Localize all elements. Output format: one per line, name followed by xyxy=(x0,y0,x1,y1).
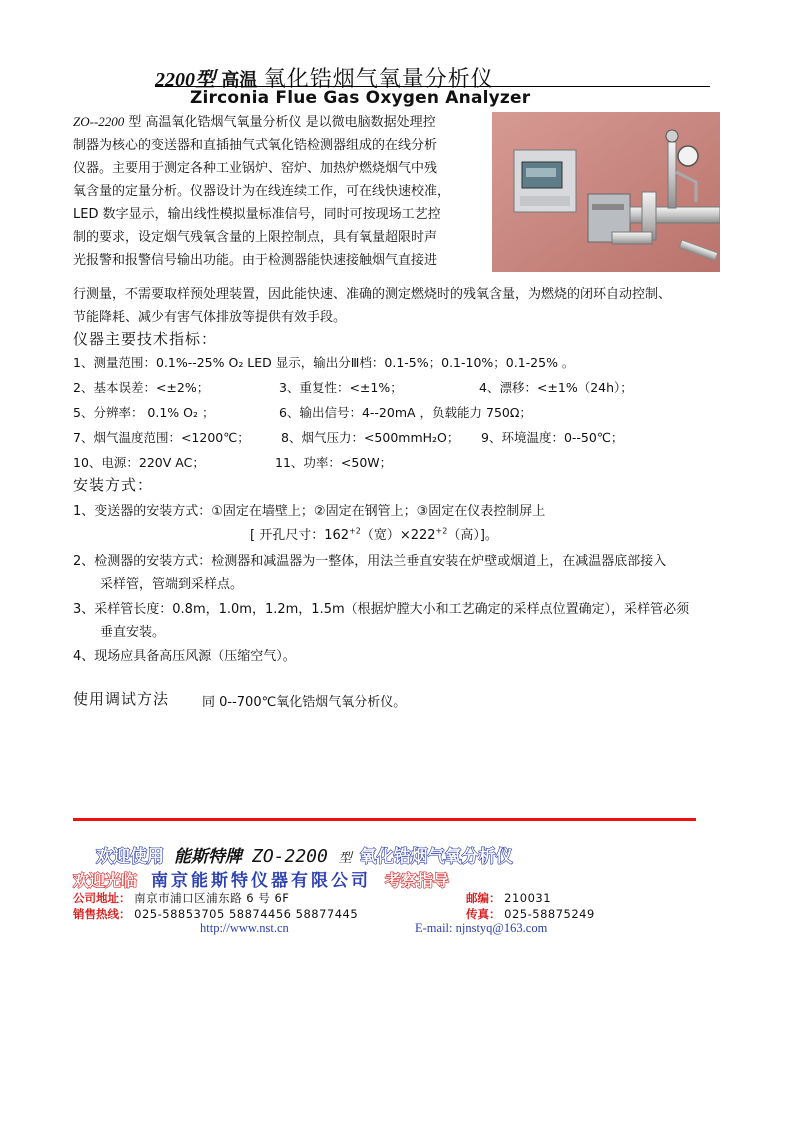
footer-product-name: 氧化锆烟气氧分析仪 xyxy=(359,847,513,867)
fax-row xyxy=(466,906,595,922)
intro-line: LED 数字显示，输出线性模拟量标准信号，同时可按现场工艺控 xyxy=(73,207,441,222)
intro-model: ZO--2200 xyxy=(73,114,125,129)
postcode-row xyxy=(466,890,551,906)
install-item-2-cont: 采样管，管端到采样点。 xyxy=(100,577,244,592)
spec-item: 11、功率：<50W； xyxy=(275,455,393,470)
install-item-3-cont: 垂直安装。 xyxy=(100,625,166,640)
spec-item: 4、漂移：<±1%（24h）； xyxy=(479,380,633,395)
specs-heading: 仪器主要技术指标： xyxy=(73,330,218,348)
spec-item: 6、输出信号：4--20mA ，负载能力 750Ω； xyxy=(279,405,532,420)
spec-item: 1、测量范围：0.1%--25% O₂ LED 显示，输出分Ⅲ档：0.1-5%；0.1-10%；0.1-25% 。 xyxy=(73,355,575,370)
intro-line: 制的要求，设定烟气残氧含量的上限控制点，具有氧量超限时声 xyxy=(73,230,438,245)
title-type-char: 型 xyxy=(195,69,215,91)
footer-divider xyxy=(73,818,696,821)
spec-row xyxy=(73,426,723,449)
intro-line: 氧含量的定量分析。仪器设计为在线连续工作，可在线快速校准， xyxy=(73,184,451,199)
spec-row xyxy=(73,376,723,399)
fax-label: 传真： xyxy=(466,907,501,921)
footer-company-line xyxy=(73,866,449,891)
hotline-value: 025-58853705 58874456 58877445 xyxy=(134,907,359,921)
english-subtitle: Zirconia Flue Gas Oxygen Analyzer xyxy=(190,88,531,108)
install-item-2: 2、检测器的安装方式：检测器和减温器为一整体，用法兰垂直安装在炉壁或烟道上，在减温器底部接入 xyxy=(73,554,667,569)
address-value: 南京市浦口区浦东路 6 号 6F xyxy=(134,891,290,905)
intro-line: 行测量，不需要取样预处理装置，因此能快速、准确的测定燃烧时的残氧含量，为燃烧的闭环自动控制、 xyxy=(73,287,672,302)
spec-item: 5、分辨率： 0.1% O₂ ； xyxy=(73,405,215,420)
spec-item: 7、烟气温度范围：<1200℃； xyxy=(73,430,250,445)
intro-paragraph-continued xyxy=(73,283,733,329)
address-row xyxy=(73,890,289,906)
install-item-3: 3、采样管长度：0.8m，1.0m，1.2m，1.5m（根据炉膛大小和工艺确定的采样点位置确定），采样管必须 xyxy=(73,602,690,617)
fax-value: 025-58875249 xyxy=(504,907,595,921)
title-main: 氧化锆烟气氧量分析仪 xyxy=(263,67,494,92)
intro-line-text: 型 高温氧化锆烟气氧量分析仪 是以微电脑数据处理控 xyxy=(124,115,436,130)
cutout-mid: （宽）×222 xyxy=(360,528,436,543)
postcode-label: 邮编： xyxy=(466,891,501,905)
spec-item: 10、电源：220V AC； xyxy=(73,455,205,470)
postcode-value: 210031 xyxy=(504,891,552,905)
title-underline xyxy=(155,86,710,87)
spec-row xyxy=(73,351,723,374)
intro-paragraph xyxy=(73,110,491,272)
spec-item: 3、重复性：<±1%； xyxy=(279,380,403,395)
brand-name: 能斯特牌 xyxy=(174,847,242,867)
address-label: 公司地址： xyxy=(73,891,131,905)
spec-item: 2、基本误差：<±2%； xyxy=(73,380,210,395)
footer-model-type: 型 xyxy=(338,851,352,866)
spec-item: 8、烟气压力：<500mmH₂O； xyxy=(281,430,460,445)
install-item-4: 4、现场应具备高压风源（压缩空气）。 xyxy=(73,649,296,664)
spec-row xyxy=(73,401,723,424)
hotline-label: 销售热线： xyxy=(73,907,131,921)
footer-model-number: ZO-2200 xyxy=(252,846,328,867)
company-name: 南京能斯特仪器有限公司 xyxy=(151,871,372,891)
product-photo xyxy=(492,112,720,272)
welcome-visit-text: 欢迎光临 xyxy=(73,871,138,890)
spec-row xyxy=(73,451,723,474)
intro-line: 节能降耗、减少有害气体排放等提供有效手段。 xyxy=(73,310,347,325)
hotline-row xyxy=(73,906,358,922)
website-link[interactable]: http://www.nst.cn xyxy=(200,921,289,935)
spec-item: 9、环境温度：0--50℃； xyxy=(481,430,624,445)
install-heading: 安装方式： xyxy=(73,476,154,494)
install-item-1-cutout xyxy=(250,524,498,543)
intro-line: 制器为核心的变送器和直插抽气式氧化锆检测器组成的在线分析 xyxy=(73,138,438,153)
cutout-suffix: （高）]。 xyxy=(447,528,498,543)
analyzer-illustration xyxy=(492,112,720,272)
install-item-1: 1、变送器的安装方式：①固定在墙壁上；②固定在钢管上；③固定在仪表控制屏上 xyxy=(73,504,546,519)
intro-line xyxy=(73,110,491,134)
intro-line: 光报警和报警信号输出功能。由于检测器能快速接触烟气直接进 xyxy=(73,253,438,268)
email-link[interactable]: E-mail: njnstyq@163.com xyxy=(415,921,548,935)
welcome-use-text: 欢迎使用 xyxy=(96,847,164,867)
footer-welcome-line xyxy=(96,842,513,867)
title-model: 2200 xyxy=(155,69,195,91)
guidance-text: 考察指导 xyxy=(385,871,450,890)
cutout-prefix: [ 开孔尺寸：162 xyxy=(250,528,350,543)
title-hot: 高温 xyxy=(221,70,258,91)
cutout-tolerance-height: +2 xyxy=(435,526,448,536)
cutout-tolerance-width: +2 xyxy=(349,526,361,536)
footer-model xyxy=(252,846,352,867)
intro-line: 仪器。主要用于测定各种工业锅炉、窑炉、加热炉燃烧烟气中残 xyxy=(73,161,438,176)
usage-text: 同 0--700℃氧化锆烟气氧分析仪。 xyxy=(202,695,407,710)
usage-heading: 使用调试方法 xyxy=(73,690,170,708)
